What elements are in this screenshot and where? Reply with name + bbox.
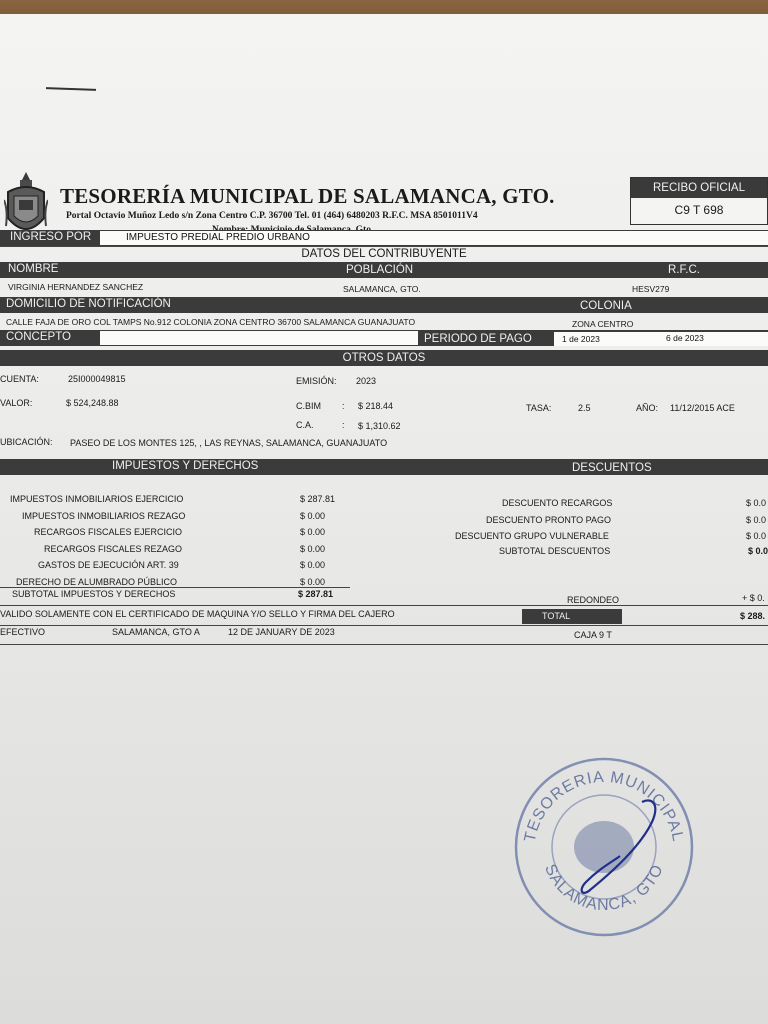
contribuyente-section-title: DATOS DEL CONTRIBUYENTE bbox=[301, 248, 467, 260]
poblacion-label: POBLACIÓN bbox=[346, 264, 414, 276]
impuesto-row-amount: $ 0.00 bbox=[300, 510, 326, 521]
lugar: SALAMANCA, GTO A bbox=[112, 627, 200, 637]
descuento-row-amount: $ 0.0 bbox=[746, 531, 767, 541]
colonia-label: COLONIA bbox=[580, 300, 632, 312]
stamp-bottom-text: SALAMANCA, GTO bbox=[541, 861, 668, 915]
valor-value: $ 524,248.88 bbox=[66, 398, 119, 408]
stamp-top-text: TESORERIA MUNICIPAL bbox=[521, 768, 687, 844]
periodo-inicio: 1 de 2023 bbox=[562, 334, 600, 344]
valor-label: VALOR: bbox=[0, 398, 33, 408]
impuestos-subtotal-label: SUBTOTAL IMPUESTOS Y DERECHOS bbox=[12, 589, 176, 599]
impuesto-row-label: IMPUESTOS INMOBILIARIOS EJERCICIO bbox=[10, 494, 184, 504]
nombre-label: NOMBRE bbox=[8, 263, 59, 275]
impuesto-row-amount: $ 287.81 bbox=[300, 494, 336, 504]
impuesto-row-label: RECARGOS FISCALES EJERCICIO bbox=[34, 527, 183, 537]
redondeo-value: + $ 0. bbox=[742, 593, 765, 603]
total-value: $ 288. bbox=[740, 611, 766, 621]
eagle-emblem-icon bbox=[574, 821, 634, 873]
domicilio-label: DOMICILIO DE NOTIFICACIÓN bbox=[6, 298, 171, 310]
official-receipt-box bbox=[630, 177, 768, 225]
pen-mark bbox=[46, 87, 96, 91]
redondeo-label: REDONDEO bbox=[567, 595, 620, 605]
anio-label: AÑO: bbox=[636, 403, 659, 413]
ubicacion-label: UBICACIÓN: bbox=[0, 437, 53, 447]
efectivo-label: EFECTIVO bbox=[0, 627, 46, 637]
descuento-row-label: DESCUENTO GRUPO VULNERABLE bbox=[455, 531, 609, 541]
otros-datos-bar bbox=[0, 350, 768, 366]
total-label: TOTAL bbox=[542, 611, 571, 621]
ingreso-value-box bbox=[100, 231, 768, 245]
descuentos-subtotal-value: $ 0.0 bbox=[748, 546, 768, 556]
treasury-title: TESORERÍA MUNICIPAL DE SALAMANCA, GTO. bbox=[60, 184, 555, 208]
descuento-row-label: DESCUENTO PRONTO PAGO bbox=[486, 514, 612, 525]
validity-notice: VALIDO SOLAMENTE CON EL CERTIFICADO DE MAQUINA Y/O SELLO Y FIRMA DEL CAJERO bbox=[0, 609, 395, 619]
cbim-value: $ 218.44 bbox=[358, 401, 394, 411]
descuentos-subtotal-label: SUBTOTAL DESCUENTOS bbox=[499, 546, 611, 556]
cbim-label: C.BIM bbox=[296, 401, 322, 411]
ingreso-value: IMPUESTO PREDIAL PREDIO URBANO bbox=[126, 232, 310, 243]
caja: CAJA 9 T bbox=[574, 630, 612, 640]
fecha: 12 DE JANUARY DE 2023 bbox=[228, 627, 335, 637]
emision-label: EMISIÓN: bbox=[296, 376, 337, 386]
impuestos-subtotal-value: $ 287.81 bbox=[298, 589, 334, 599]
concepto-bar bbox=[0, 330, 768, 346]
impuesto-row-label: DERECHO DE ALUMBRADO PÚBLICO bbox=[16, 576, 178, 587]
impuesto-row-amount: $ 0.00 bbox=[300, 576, 326, 587]
ingreso-bar bbox=[0, 230, 768, 246]
impuestos-title: IMPUESTOS Y DERECHOS bbox=[112, 460, 259, 472]
ubicacion-value: PASEO DE LOS MONTES 125, , LAS REYNAS, SALAMANCA, GUANAJUATO bbox=[70, 438, 388, 448]
cbim-colon: : bbox=[342, 401, 345, 411]
anio-value: 11/12/2015 ACE bbox=[670, 403, 735, 413]
nombre-header-bar bbox=[0, 262, 768, 278]
domicilio-header-bar bbox=[0, 297, 768, 313]
periodo-label: PERIODO DE PAGO bbox=[424, 333, 532, 345]
ca-colon: : bbox=[342, 420, 345, 430]
tasa-value: 2.5 bbox=[578, 403, 591, 413]
impuesto-row-label: IMPUESTOS INMOBILIARIOS REZAGO bbox=[22, 510, 186, 521]
impuesto-row-amount: $ 0.00 bbox=[300, 560, 326, 570]
emision-value: 2023 bbox=[356, 376, 377, 386]
impuesto-row-amount: $ 0.00 bbox=[300, 543, 326, 554]
descuento-row-label: DESCUENTO RECARGOS bbox=[502, 498, 613, 508]
tasa-label: TASA: bbox=[526, 403, 552, 413]
descuento-row-amount: $ 0.0 bbox=[746, 498, 767, 508]
contribuyente-colonia: ZONA CENTRO bbox=[572, 319, 634, 329]
cuenta-label: CUENTA: bbox=[0, 374, 39, 384]
periodo-value-box bbox=[554, 332, 768, 346]
ca-label: C.A. bbox=[296, 420, 314, 430]
treasury-address: Portal Octavio Muñoz Ledo s/n Zona Centro C.P. 36700 Tel. 01 (464) 6480203 R.F.C. MSA 8501011V4 bbox=[66, 211, 478, 221]
contribuyente-poblacion: SALAMANCA, GTO. bbox=[343, 284, 421, 294]
receipt-paper bbox=[0, 14, 768, 1024]
impuesto-row-label: GASTOS DE EJECUCIÓN ART. 39 bbox=[38, 560, 179, 570]
cuenta-value: 25I000049815 bbox=[68, 374, 126, 384]
otros-datos-title: OTROS DATOS bbox=[342, 352, 426, 364]
ingreso-label: INGRESO POR bbox=[10, 231, 92, 243]
official-receipt-label: RECIBO OFICIAL bbox=[631, 178, 767, 198]
descuentos-title: DESCUENTOS bbox=[572, 462, 652, 474]
descuento-row-amount: $ 0.0 bbox=[746, 514, 767, 525]
contribuyente-rfc: HESV279 bbox=[632, 284, 670, 294]
total-label-bar bbox=[522, 609, 622, 624]
concepto-value-box bbox=[100, 331, 418, 345]
concepto-label: CONCEPTO bbox=[6, 331, 71, 343]
impuesto-row-amount: $ 0.00 bbox=[300, 527, 326, 537]
contribuyente-domicilio: CALLE FAJA DE ORO COL TAMPS No.912 COLONIA ZONA CENTRO 36700 SALAMANCA GUANAJUATO bbox=[6, 317, 416, 327]
rfc-label: R.F.C. bbox=[668, 264, 700, 276]
periodo-fin: 6 de 2023 bbox=[666, 333, 704, 343]
receipt-folio: C9 T 698 bbox=[674, 203, 724, 217]
treasury-stamp bbox=[512, 752, 696, 942]
ca-value: $ 1,310.62 bbox=[358, 421, 401, 431]
contribuyente-nombre: VIRGINIA HERNANDEZ SANCHEZ bbox=[8, 282, 144, 292]
impuesto-row-label: RECARGOS FISCALES REZAGO bbox=[44, 543, 183, 554]
impuestos-descuentos-bar bbox=[0, 459, 768, 475]
